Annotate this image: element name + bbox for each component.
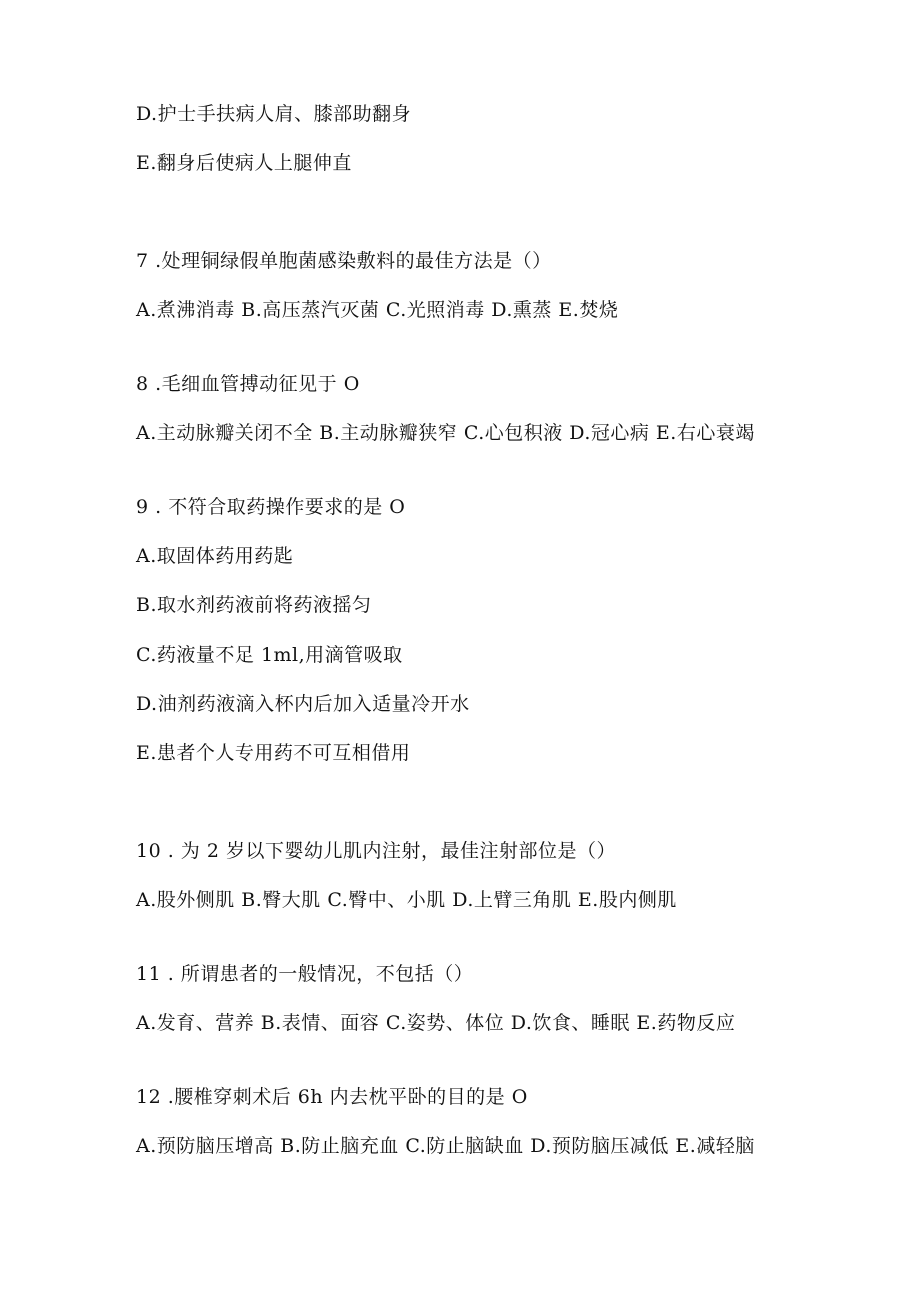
question-8: 8 .毛细血管搏动征见于 O [136, 373, 360, 395]
option-9a: A.取固体药用药匙 [136, 545, 294, 567]
option-9c: C.药液量不足 1ml,用滴管吸取 [136, 644, 403, 666]
option-9b: B.取水剂药液前将药液摇匀 [136, 594, 372, 616]
option-9d: D.油剂药液滴入杯内后加入适量冷开水 [136, 693, 470, 715]
option-6d: D.护士手扶病人肩、膝部助翻身 [136, 103, 412, 125]
options-8: A.主动脉瓣关闭不全 B.主动脉瓣狭窄 C.心包积液 D.冠心病 E.右心衰竭 [136, 422, 755, 444]
question-9: 9 . 不符合取药操作要求的是 O [136, 496, 406, 518]
question-7: 7 .处理铜绿假单胞菌感染敷料的最佳方法是（） [136, 250, 552, 272]
question-12: 12 .腰椎穿刺术后 6h 内去枕平卧的目的是 O [136, 1086, 528, 1108]
question-10: 10 . 为 2 岁以下婴幼儿肌内注射，最佳注射部位是（） [136, 840, 616, 862]
options-10: A.股外侧肌 B.臀大肌 C.臀中、小肌 D.上臂三角肌 E.股内侧肌 [136, 889, 677, 911]
options-12: A.预防脑压增高 B.防止脑充血 C.防止脑缺血 D.预防脑压减低 E.减轻脑 [136, 1135, 755, 1157]
question-11: 11 . 所谓患者的一般情况，不包括（） [136, 963, 474, 985]
option-6e: E.翻身后使病人上腿伸直 [136, 152, 352, 174]
options-11: A.发育、营养 B.表情、面容 C.姿势、体位 D.饮食、睡眠 E.药物反应 [136, 1012, 736, 1034]
option-9e: E.患者个人专用药不可互相借用 [136, 742, 411, 764]
options-7: A.煮沸消毒 B.高压蒸汽灭菌 C.光照消毒 D.熏蒸 E.焚烧 [136, 299, 619, 321]
